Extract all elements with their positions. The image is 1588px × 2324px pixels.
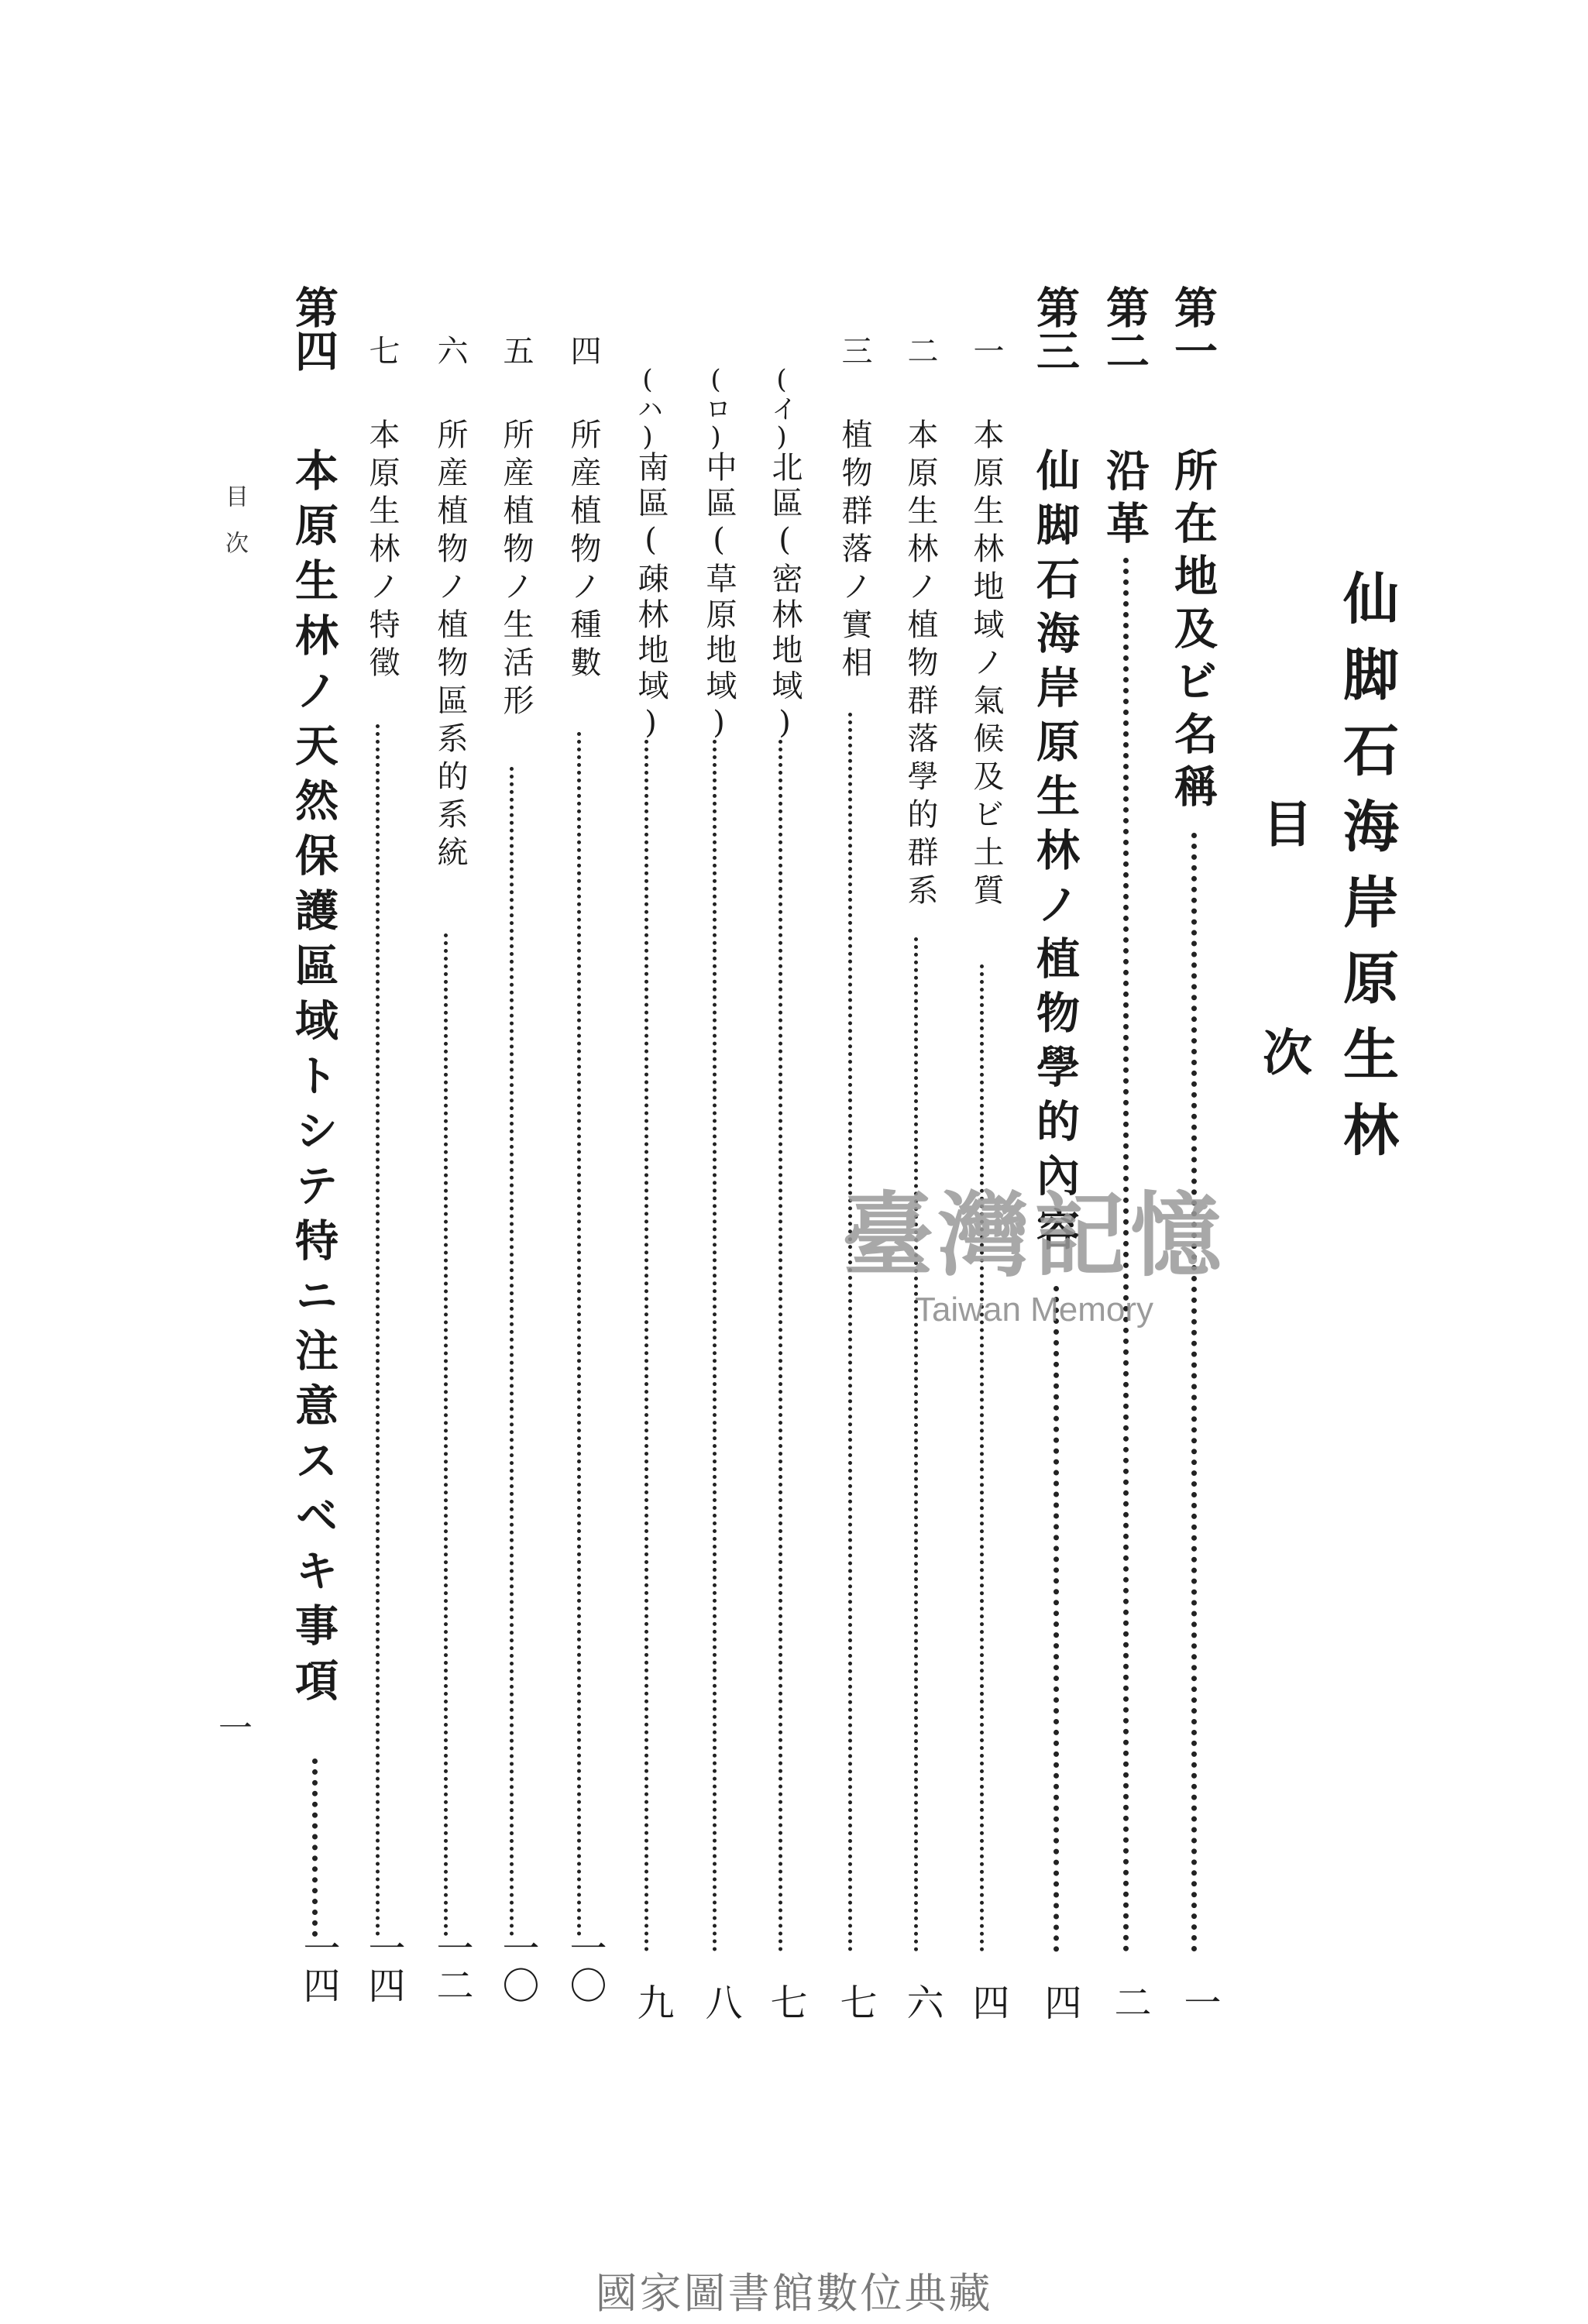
entry-page-2: 二 bbox=[1108, 1983, 1151, 2020]
entry-page-1: 一 bbox=[1177, 1983, 1221, 2020]
leader-dots bbox=[848, 713, 852, 1952]
entry-text-14: 本原生林ノ天然保護區域トシテ特ニ注意スベキ事項 bbox=[288, 448, 339, 1713]
entry-text-6: 植物群落ノ實相 bbox=[837, 418, 872, 684]
leader-dots bbox=[980, 964, 984, 1952]
entry-text-3: 仙脚石海岸原生林ノ植物學的內容 bbox=[1029, 448, 1081, 1261]
leader-dots bbox=[312, 1758, 318, 1937]
entry-num-6: 三 bbox=[837, 335, 872, 366]
entry-num-3: 第三 bbox=[1029, 285, 1081, 372]
entry-num-8: (ロ) bbox=[700, 364, 731, 452]
entry-page-14: 一四 bbox=[297, 1929, 340, 2003]
page-title: 仙脚石海岸原生林 bbox=[1334, 569, 1400, 1177]
entry-text-5: 本原生林ノ植物群落學的群系 bbox=[902, 418, 938, 912]
leader-dots bbox=[510, 767, 514, 1937]
entry-text-13: 本原生林ノ特徵 bbox=[364, 418, 400, 684]
entry-page-3: 四 bbox=[1038, 1983, 1081, 2020]
leader-dots bbox=[376, 724, 380, 1937]
entry-num-13: 七 bbox=[364, 335, 400, 366]
leader-dots bbox=[779, 740, 782, 1952]
entry-text-8: 中區(草原地域) bbox=[701, 451, 737, 745]
entry-num-2: 第二 bbox=[1099, 285, 1150, 372]
leader-dots bbox=[713, 740, 717, 1952]
entry-page-4: 四 bbox=[966, 1983, 1009, 2020]
entry-page-6: 七 bbox=[834, 1983, 877, 2020]
entry-num-9: (ハ) bbox=[632, 364, 663, 452]
leader-dots bbox=[644, 740, 648, 1952]
toc-heading-tsu: 次 bbox=[1254, 1026, 1312, 1076]
entry-text-10: 所産植物ノ種數 bbox=[565, 418, 601, 684]
entry-num-11: 五 bbox=[498, 335, 534, 366]
entry-text-2: 沿革 bbox=[1099, 448, 1150, 553]
leader-dots bbox=[577, 732, 581, 1937]
entry-text-9: 南區(疎林地域) bbox=[633, 451, 669, 745]
entry-num-1: 第一 bbox=[1167, 285, 1218, 372]
leader-dots bbox=[914, 937, 918, 1952]
leader-dots bbox=[1191, 833, 1197, 1952]
toc-heading-mu: 目 bbox=[1254, 798, 1312, 847]
entry-page-13: 一四 bbox=[362, 1929, 405, 2003]
leader-dots bbox=[444, 933, 448, 1937]
archive-footer: 國家圖書館數位典藏 bbox=[595, 2269, 993, 2318]
entry-num-10: 四 bbox=[565, 335, 601, 366]
watermark bbox=[790, 1162, 1278, 1329]
entry-page-8: 八 bbox=[699, 1983, 742, 2020]
entry-page-12: 一二 bbox=[430, 1929, 473, 2003]
entry-num-14: 第四 bbox=[288, 285, 339, 372]
entry-num-5: 二 bbox=[902, 335, 938, 366]
entry-num-7: (イ) bbox=[766, 364, 797, 452]
entry-page-9: 九 bbox=[631, 1983, 674, 2020]
entry-page-5: 六 bbox=[900, 1983, 944, 2020]
page-folio: 一 bbox=[218, 1709, 253, 1748]
entry-text-1: 所在地及ビ名稱 bbox=[1167, 448, 1218, 816]
watermark-sub: Taiwan Memory bbox=[914, 1291, 1154, 1329]
leader-dots bbox=[1054, 1286, 1059, 1952]
entry-page-7: 七 bbox=[764, 1983, 807, 2020]
entry-page-11: 一〇 bbox=[496, 1929, 539, 2003]
entry-page-10: 一〇 bbox=[563, 1929, 607, 2003]
entry-text-12: 所産植物ノ植物區系的系統 bbox=[432, 418, 468, 874]
entry-num-4: 一 bbox=[968, 335, 1004, 366]
watermark-main: 臺灣記憶 bbox=[841, 1181, 1226, 1289]
entry-text-4: 本原生林地域ノ氣候及ビ土質 bbox=[968, 418, 1004, 912]
entry-text-7: 北區(密林地域) bbox=[767, 451, 803, 745]
running-header: 目 次 bbox=[221, 484, 248, 554]
entry-num-12: 六 bbox=[432, 335, 468, 366]
entry-text-11: 所産植物ノ生活形 bbox=[498, 418, 534, 722]
